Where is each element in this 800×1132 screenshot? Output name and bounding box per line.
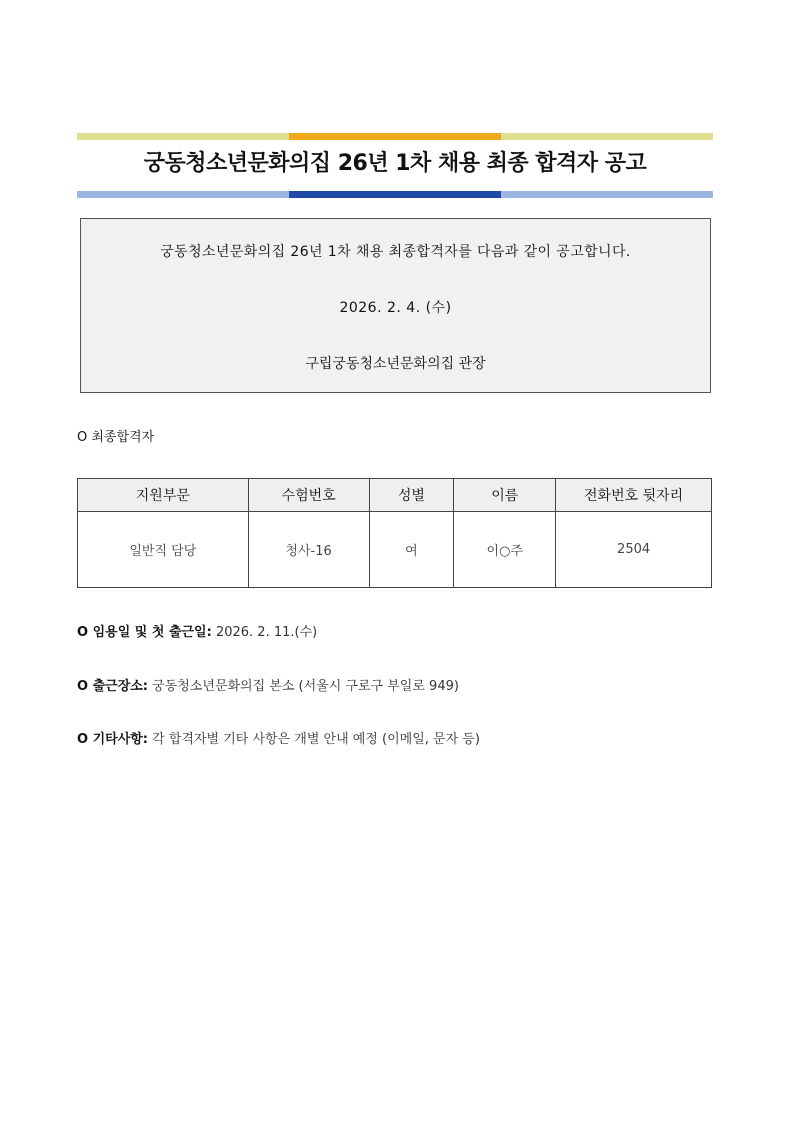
- table-cell: 여: [369, 512, 454, 588]
- column-header: 수험번호: [248, 479, 369, 512]
- start-date-info: [77, 621, 317, 640]
- notice-text: 궁동청소년문화의집 26년 1차 채용 최종합격자를 다음과 같이 공고합니다.: [160, 244, 631, 260]
- title-bottom-bar: [77, 191, 713, 198]
- table-row: [78, 512, 712, 588]
- info-label: O 임용일 및 첫 출근일:: [77, 625, 212, 640]
- page-title: 궁동청소년문화의집 26년 1차 채용 최종 합격자 공고: [143, 151, 647, 176]
- column-header: 성별: [369, 479, 454, 512]
- table-header-row: [78, 479, 712, 512]
- top-bar-left: [77, 133, 289, 140]
- table-cell: 이○주: [454, 512, 556, 588]
- bottom-bar-left: [77, 191, 289, 198]
- info-value: 2026. 2. 11.(수): [211, 625, 318, 640]
- info-label: O 기타사항:: [77, 732, 149, 747]
- top-bar-center: [289, 133, 501, 140]
- winners-section-label: O 최종합격자: [77, 430, 155, 445]
- column-header: 이름: [454, 479, 556, 512]
- title-top-bar: [77, 133, 713, 140]
- work-location-info: [77, 675, 459, 694]
- bottom-bar-right: [501, 191, 713, 198]
- bottom-bar-center: [289, 191, 501, 198]
- column-header: 전화번호 뒷자리: [556, 479, 712, 512]
- info-label: O 출근장소:: [77, 679, 149, 694]
- column-header: 지원부문: [78, 479, 249, 512]
- notice-date: 2026. 2. 4. (수): [339, 300, 452, 316]
- info-value: 궁동청소년문화의집 본소 (서울시 구로구 부일로 949): [148, 679, 459, 694]
- info-value: 각 합격자별 기타 사항은 개별 안내 예정 (이메일, 문자 등): [148, 732, 480, 747]
- top-bar-right: [501, 133, 713, 140]
- other-notes-info: [77, 728, 480, 747]
- table-cell: 2504: [556, 512, 712, 588]
- winners-table: [77, 478, 712, 588]
- notice-issuer: 구립궁동청소년문화의집 관장: [305, 356, 486, 372]
- notice-box: [80, 218, 711, 393]
- table-cell: 청사-16: [248, 512, 369, 588]
- table-cell: 일반직 담당: [78, 512, 249, 588]
